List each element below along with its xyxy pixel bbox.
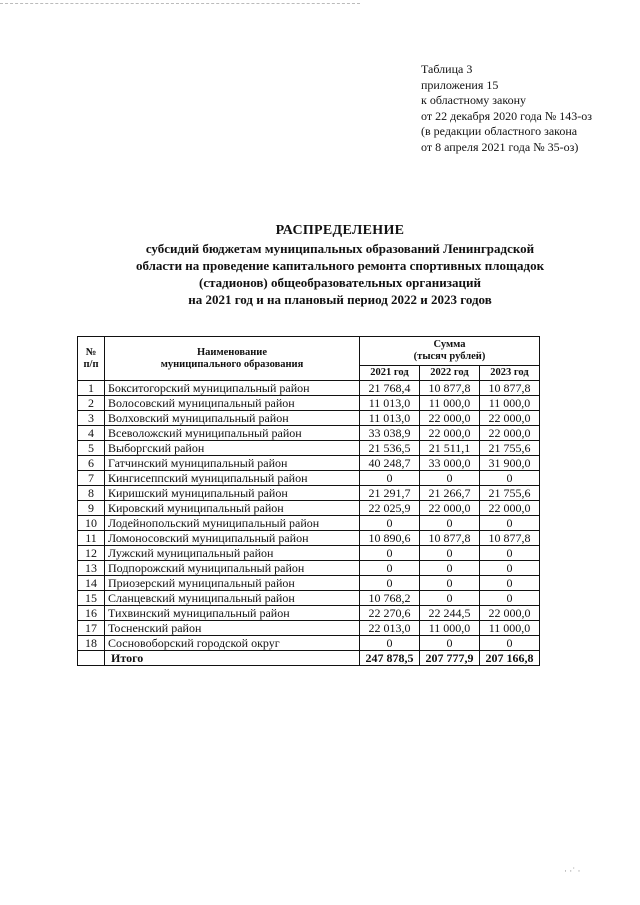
municipality-name: Ломоносовский муниципальный район xyxy=(105,531,360,546)
value-2023: 11 000,0 xyxy=(480,396,540,411)
title-main: РАСПРЕДЕЛЕНИЕ xyxy=(275,223,405,238)
municipality-name: Волховский муниципальный район xyxy=(105,411,360,426)
col-header-year-2022: 2022 год xyxy=(420,366,480,381)
col-header-sum xyxy=(360,337,540,366)
municipality-name: Приозерский муниципальный район xyxy=(105,576,360,591)
value-2022: 22 000,0 xyxy=(420,426,480,441)
table-row xyxy=(78,411,540,426)
value-2021: 22 013,0 xyxy=(360,621,420,636)
municipality-name: Волосовский муниципальный район xyxy=(105,396,360,411)
value-2022: 22 244,5 xyxy=(420,606,480,621)
value-2023: 0 xyxy=(480,576,540,591)
title-line: области на проведение капитального ремонта спортивных площадок xyxy=(135,258,545,273)
municipality-name: Кингисеппский муниципальный район xyxy=(105,471,360,486)
value-2021: 0 xyxy=(360,636,420,651)
value-2021: 0 xyxy=(360,516,420,531)
municipality-name: Кировский муниципальный район xyxy=(105,501,360,516)
col-header-year-2023: 2023 год xyxy=(480,366,540,381)
value-2022: 33 000,0 xyxy=(420,456,480,471)
value-2021: 22 270,6 xyxy=(360,606,420,621)
appendix-note-line: приложения 15 xyxy=(421,77,499,92)
value-2023: 0 xyxy=(480,546,540,561)
row-number: 10 xyxy=(78,516,105,531)
row-number: 14 xyxy=(78,576,105,591)
value-2022: 0 xyxy=(420,636,480,651)
value-2023: 0 xyxy=(480,516,540,531)
title-line: на 2021 год и на плановый период 2022 и 2023 годов xyxy=(188,292,492,307)
value-2022: 0 xyxy=(420,546,480,561)
value-2023: 11 000,0 xyxy=(480,621,540,636)
total-2023: 207 166,8 xyxy=(480,651,540,666)
value-2022: 0 xyxy=(420,591,480,606)
appendix-note-line: к областному закону xyxy=(421,93,527,107)
table-row xyxy=(78,546,540,561)
table-row xyxy=(78,531,540,546)
col-header-number xyxy=(78,337,105,381)
municipality-name: Гатчинский муниципальный район xyxy=(105,456,360,471)
municipality-name: Лужский муниципальный район xyxy=(105,546,360,561)
table-row xyxy=(78,471,540,486)
value-2021: 10 890,6 xyxy=(360,531,420,546)
row-number: 2 xyxy=(78,396,105,411)
value-2021: 0 xyxy=(360,471,420,486)
municipality-name: Сосновоборский городской округ xyxy=(105,636,360,651)
value-2023: 0 xyxy=(480,561,540,576)
value-2021: 11 013,0 xyxy=(360,411,420,426)
value-2022: 10 877,8 xyxy=(420,531,480,546)
row-number: 1 xyxy=(78,381,105,396)
scan-edge-mark xyxy=(0,3,360,6)
total-label: Итого xyxy=(105,651,360,666)
value-2023: 31 900,0 xyxy=(480,456,540,471)
municipality-name: Киришский муниципальный район xyxy=(105,486,360,501)
row-number: 7 xyxy=(78,471,105,486)
total-row xyxy=(78,651,540,666)
value-2023: 10 877,8 xyxy=(480,531,540,546)
col-header-sum-line: Сумма xyxy=(433,339,466,350)
value-2021: 0 xyxy=(360,546,420,561)
value-2022: 21 266,7 xyxy=(420,486,480,501)
appendix-note-line: от 22 декабря 2020 года № 143-оз xyxy=(421,108,593,123)
table-row xyxy=(78,606,540,621)
value-2023: 22 000,0 xyxy=(480,501,540,516)
municipality-name: Выборгский район xyxy=(105,441,360,456)
col-header-sum-line: (тысяч рублей) xyxy=(413,351,486,362)
value-2023: 21 755,6 xyxy=(480,486,540,501)
table-row xyxy=(78,396,540,411)
value-2021: 10 768,2 xyxy=(360,591,420,606)
total-2022: 207 777,9 xyxy=(420,651,480,666)
value-2021: 0 xyxy=(360,561,420,576)
title-line: (стадионов) общеобразовательных организаций xyxy=(199,275,481,290)
municipality-name: Бокситогорский муниципальный район xyxy=(105,381,360,396)
row-number: 15 xyxy=(78,591,105,606)
col-header-name-line: Наименование xyxy=(197,346,267,358)
total-number-cell xyxy=(78,651,105,666)
row-number: 6 xyxy=(78,456,105,471)
scan-artifact: · ·˙ · xyxy=(564,866,581,876)
total-2021: 247 878,5 xyxy=(360,651,420,666)
table-row xyxy=(78,486,540,501)
value-2021: 33 038,9 xyxy=(360,426,420,441)
table-row xyxy=(78,636,540,651)
row-number: 18 xyxy=(78,636,105,651)
col-header-number-line: № xyxy=(85,346,97,358)
value-2023: 22 000,0 xyxy=(480,426,540,441)
value-2023: 10 877,8 xyxy=(480,381,540,396)
row-number: 8 xyxy=(78,486,105,501)
col-header-name-line: муниципального образования xyxy=(160,358,304,370)
municipality-name: Тихвинский муниципальный район xyxy=(105,606,360,621)
table-row xyxy=(78,456,540,471)
value-2023: 21 755,6 xyxy=(480,441,540,456)
value-2022: 11 000,0 xyxy=(420,396,480,411)
municipality-name: Тосненский район xyxy=(105,621,360,636)
value-2022: 11 000,0 xyxy=(420,621,480,636)
row-number: 9 xyxy=(78,501,105,516)
row-number: 5 xyxy=(78,441,105,456)
table-row xyxy=(78,441,540,456)
table-row xyxy=(78,516,540,531)
appendix-note-line: Таблица 3 xyxy=(421,62,473,76)
value-2023: 22 000,0 xyxy=(480,606,540,621)
appendix-note-line: от 8 апреля 2021 года № 35-оз) xyxy=(421,139,579,154)
value-2023: 0 xyxy=(480,471,540,486)
row-number: 13 xyxy=(78,561,105,576)
table-row xyxy=(78,591,540,606)
row-number: 12 xyxy=(78,546,105,561)
table-row xyxy=(78,621,540,636)
table-row xyxy=(78,501,540,516)
value-2021: 0 xyxy=(360,576,420,591)
row-number: 3 xyxy=(78,411,105,426)
row-number: 11 xyxy=(78,531,105,546)
col-header-year-2021: 2021 год xyxy=(360,366,420,381)
value-2022: 0 xyxy=(420,576,480,591)
value-2021: 40 248,7 xyxy=(360,456,420,471)
value-2022: 22 000,0 xyxy=(420,411,480,426)
col-header-number-line: п/п xyxy=(83,358,99,370)
value-2022: 10 877,8 xyxy=(420,381,480,396)
table-row xyxy=(78,381,540,396)
municipality-name: Всеволожский муниципальный район xyxy=(105,426,360,441)
municipality-name: Лодейнопольский муниципальный район xyxy=(105,516,360,531)
value-2021: 22 025,9 xyxy=(360,501,420,516)
municipality-name: Подпорожский муниципальный район xyxy=(105,561,360,576)
value-2021: 21 768,4 xyxy=(360,381,420,396)
value-2023: 0 xyxy=(480,636,540,651)
value-2023: 0 xyxy=(480,591,540,606)
table-row xyxy=(78,426,540,441)
appendix-note xyxy=(421,62,592,155)
value-2022: 0 xyxy=(420,516,480,531)
value-2022: 0 xyxy=(420,471,480,486)
row-number: 17 xyxy=(78,621,105,636)
value-2021: 11 013,0 xyxy=(360,396,420,411)
title-line: субсидий бюджетам муниципальных образований Ленинградской xyxy=(145,241,535,256)
value-2021: 21 291,7 xyxy=(360,486,420,501)
document-title xyxy=(40,222,640,308)
table-row xyxy=(78,561,540,576)
distribution-table xyxy=(77,336,540,666)
value-2022: 0 xyxy=(420,561,480,576)
table-row xyxy=(78,576,540,591)
value-2023: 22 000,0 xyxy=(480,411,540,426)
value-2022: 21 511,1 xyxy=(420,441,480,456)
appendix-note-line: (в редакции областного закона xyxy=(421,124,578,138)
value-2021: 21 536,5 xyxy=(360,441,420,456)
value-2022: 22 000,0 xyxy=(420,501,480,516)
row-number: 16 xyxy=(78,606,105,621)
municipality-name: Сланцевский муниципальный район xyxy=(105,591,360,606)
row-number: 4 xyxy=(78,426,105,441)
col-header-name xyxy=(105,337,360,381)
